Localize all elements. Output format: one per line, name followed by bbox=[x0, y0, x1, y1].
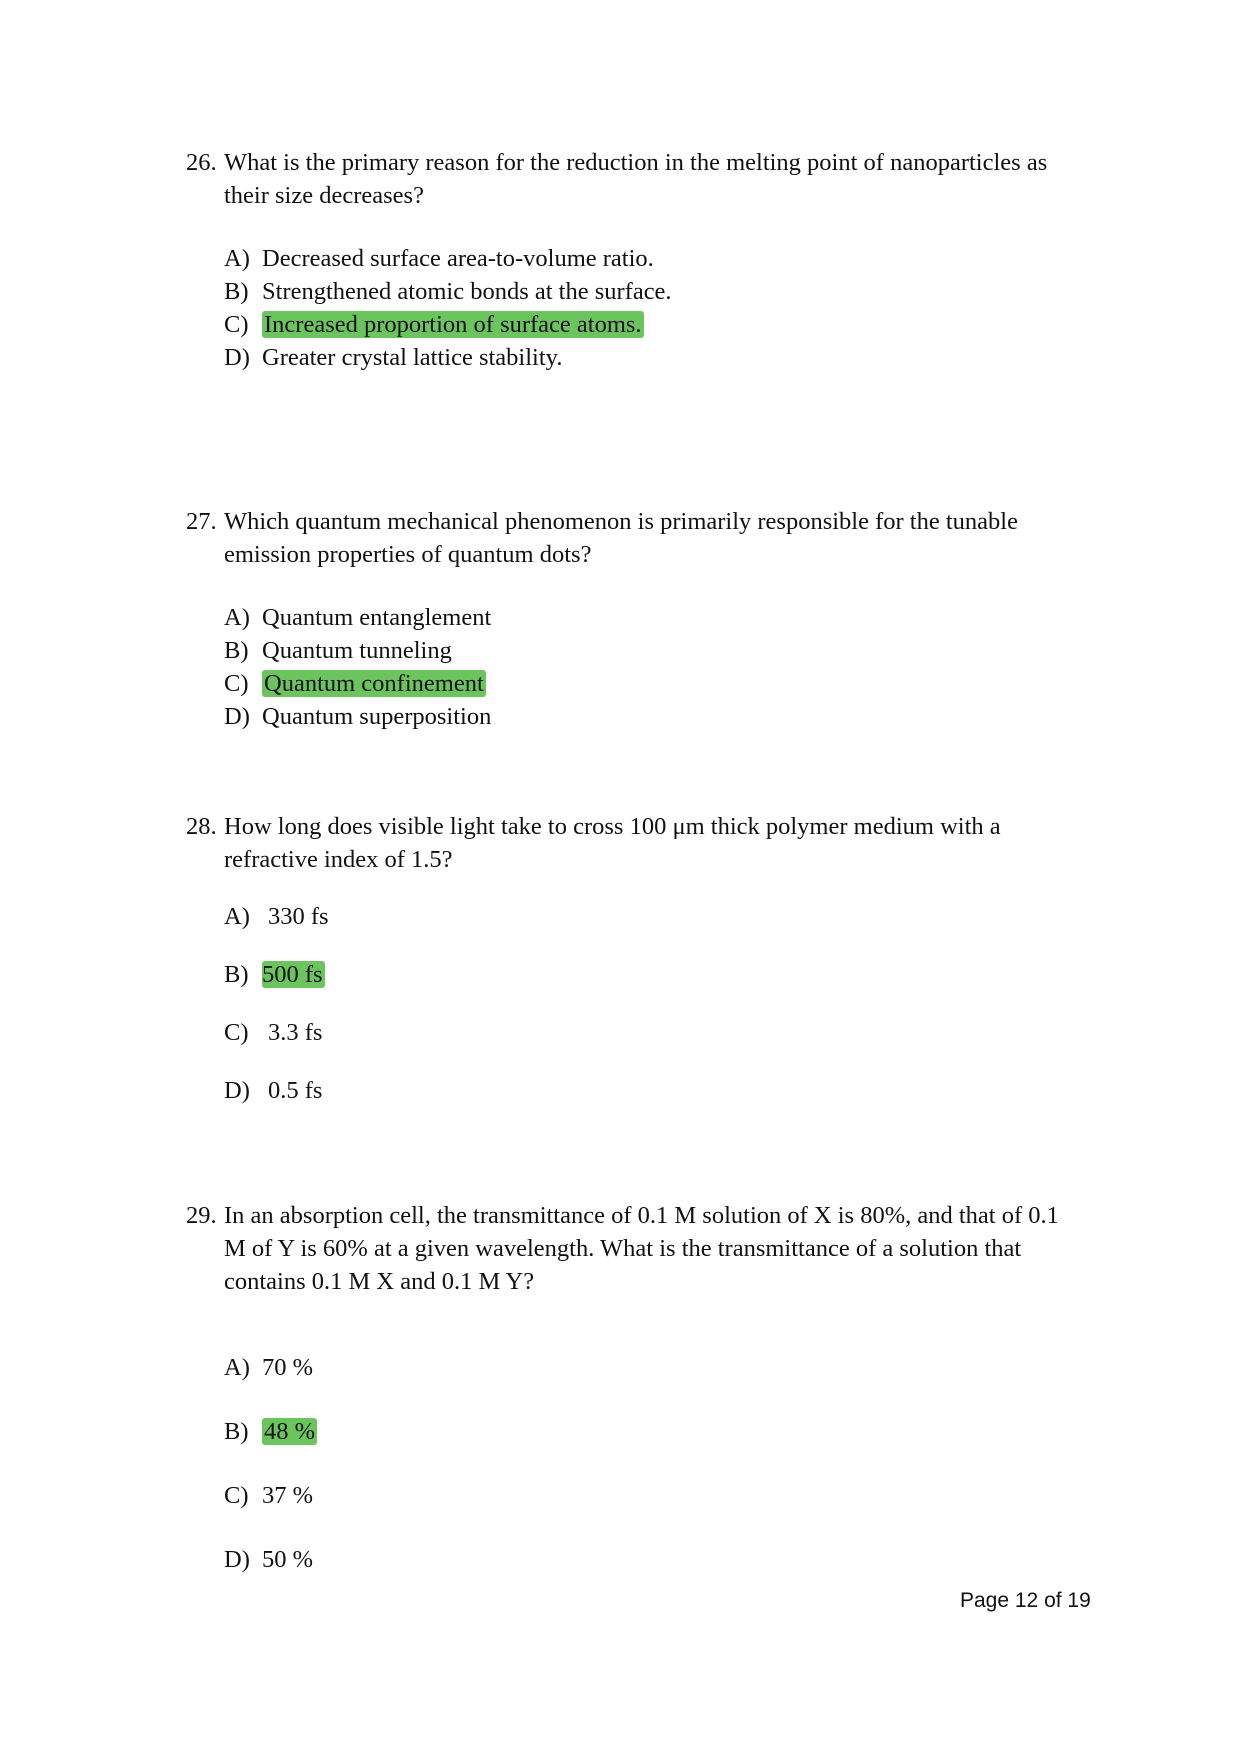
option-a bbox=[224, 242, 1086, 275]
option-letter: B) bbox=[224, 278, 249, 305]
option-a bbox=[224, 900, 1086, 933]
option-letter: B) bbox=[224, 1418, 249, 1445]
option-letter: B) bbox=[224, 961, 249, 988]
option-letter: A) bbox=[224, 903, 250, 930]
option-text: 3.3 fs bbox=[268, 1019, 323, 1046]
question-stem bbox=[186, 1199, 1086, 1298]
option-c bbox=[224, 1016, 1086, 1049]
question-27 bbox=[186, 505, 1086, 733]
option-text: 330 fs bbox=[268, 903, 329, 930]
option-text: Quantum superposition bbox=[262, 703, 492, 730]
option-letter: D) bbox=[224, 703, 250, 730]
question-text: What is the primary reason for the reduction in the melting point of nanoparticles as their size decreases? bbox=[224, 149, 1048, 209]
option-letter: A) bbox=[224, 245, 250, 272]
question-number: 29. bbox=[186, 1202, 217, 1229]
option-letter: D) bbox=[224, 1546, 250, 1573]
option-b bbox=[224, 275, 1086, 308]
option-text: Decreased surface area-to-volume ratio. bbox=[262, 245, 654, 272]
question-text: How long does visible light take to cross 100 μm thick polymer medium with a refractive index of 1.5? bbox=[224, 813, 1001, 873]
option-text: Strengthened atomic bonds at the surface. bbox=[262, 278, 672, 305]
option-text: 50 % bbox=[262, 1546, 314, 1573]
option-text: 37 % bbox=[262, 1482, 314, 1509]
question-text: Which quantum mechanical phenomenon is primarily responsible for the tunable emission properties of quantum dots? bbox=[224, 508, 1018, 568]
answer-options bbox=[186, 900, 1086, 1107]
question-text: In an absorption cell, the transmittance of 0.1 M solution of X is 80%, and that of 0.1 M of Y is 60% at a given wavelength. What is the transmittance of a solution that contains 0.1 M X and 0.1 M Y? bbox=[224, 1202, 1059, 1295]
option-letter: C) bbox=[224, 670, 249, 697]
option-a bbox=[224, 1351, 1086, 1384]
option-d bbox=[224, 1543, 1086, 1576]
option-b bbox=[224, 634, 1086, 667]
answer-options bbox=[186, 601, 1086, 733]
question-stem bbox=[186, 146, 1086, 212]
option-b bbox=[224, 1415, 1086, 1448]
highlighted-answer: Increased proportion of surface atoms. bbox=[264, 311, 642, 338]
question-26 bbox=[186, 146, 1086, 374]
option-letter: B) bbox=[224, 637, 249, 664]
option-b bbox=[224, 958, 1086, 991]
question-number: 28. bbox=[186, 813, 217, 840]
question-stem bbox=[186, 810, 1086, 876]
option-d bbox=[224, 700, 1086, 733]
option-letter: A) bbox=[224, 604, 250, 631]
option-letter: D) bbox=[224, 344, 250, 371]
question-28 bbox=[186, 810, 1086, 1132]
question-number: 27. bbox=[186, 508, 217, 535]
page-number: Page 12 of 19 bbox=[960, 1589, 1091, 1612]
option-text: Greater crystal lattice stability. bbox=[262, 344, 563, 371]
option-c bbox=[224, 667, 1086, 700]
option-letter: D) bbox=[224, 1077, 250, 1104]
option-letter: A) bbox=[224, 1354, 250, 1381]
option-d bbox=[224, 1074, 1086, 1107]
highlighted-answer: Quantum confinement bbox=[264, 670, 484, 697]
highlighted-answer: 48 % bbox=[264, 1418, 316, 1445]
option-text: Quantum entanglement bbox=[262, 604, 492, 631]
option-a bbox=[224, 601, 1086, 634]
option-text: Quantum tunneling bbox=[262, 637, 452, 664]
question-29 bbox=[186, 1199, 1086, 1607]
highlighted-answer: 500 fs bbox=[262, 961, 323, 988]
question-number: 26. bbox=[186, 149, 217, 176]
option-c bbox=[224, 1479, 1086, 1512]
option-c bbox=[224, 308, 1086, 341]
option-text: 0.5 fs bbox=[268, 1077, 323, 1104]
question-stem bbox=[186, 505, 1086, 571]
option-letter: C) bbox=[224, 311, 249, 338]
answer-options bbox=[186, 242, 1086, 374]
option-d bbox=[224, 341, 1086, 374]
answer-options bbox=[186, 1351, 1086, 1576]
option-letter: C) bbox=[224, 1482, 249, 1509]
option-letter: C) bbox=[224, 1019, 249, 1046]
option-text: 70 % bbox=[262, 1354, 314, 1381]
